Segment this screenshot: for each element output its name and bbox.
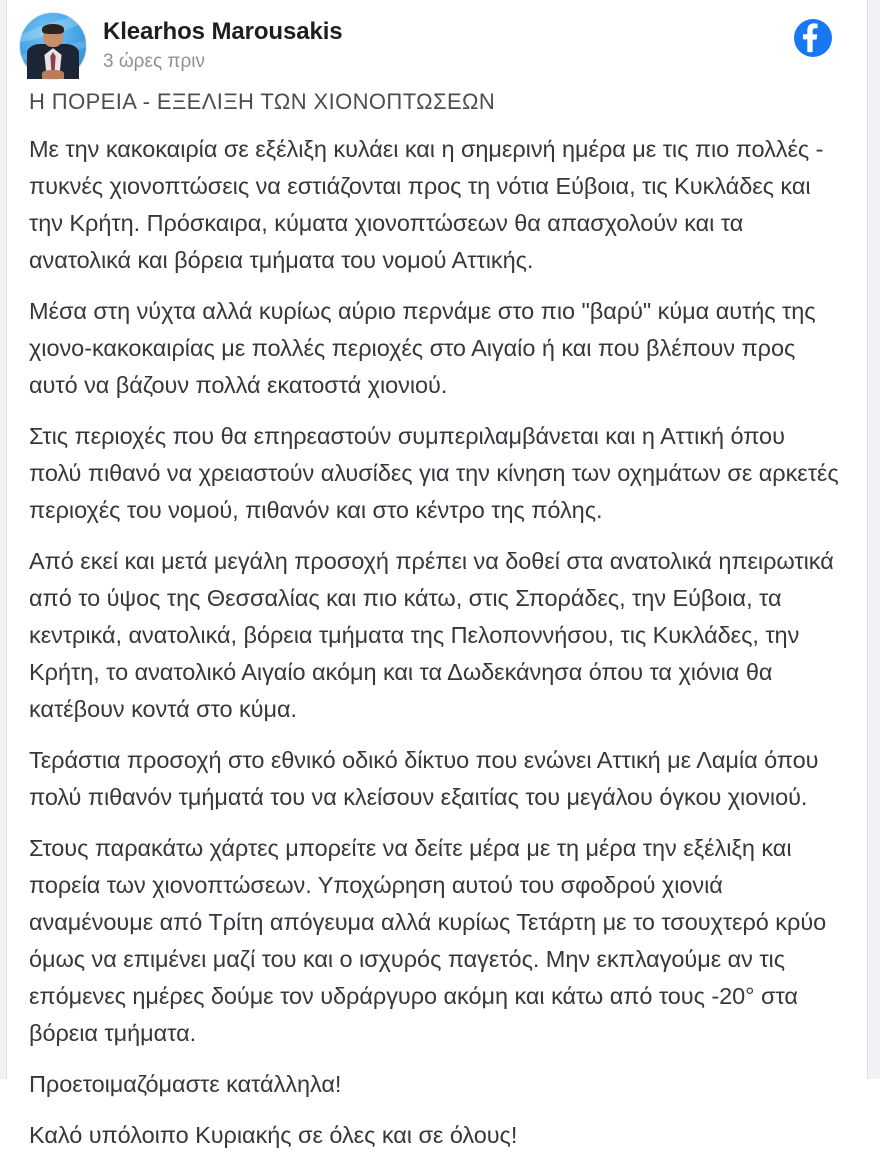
post-paragraph: Στους παρακάτω χάρτες μπορείτε να δείτε μέρα με τη μέρα την εξέλιξη και πορεία των χιονοπτώσεων. Υποχώρηση αυτού του σφοδρού χιονιά αναμένουμε από Τρίτη απόγευμα αλλά κυρίως Τετάρτη με το τσουχτερό κρύο όμως να επιμένει μαζί του και ο ισχυρός παγετός. Μην εκπλαγούμε αν τις επόμενες ημέρες δούμε τον υδράργυρο ακόμη και κάτω από τους -20° στα βόρεια τμήματα. bbox=[29, 834, 827, 1046]
facebook-icon[interactable] bbox=[793, 18, 833, 58]
post-paragraph: Καλό υπόλοιπο Κυριακής σε όλες και σε όλους! bbox=[29, 1121, 518, 1148]
post-header bbox=[7, 0, 867, 78]
avatar[interactable] bbox=[19, 12, 87, 80]
post-timestamp[interactable]: 3 ώρες πριν bbox=[103, 50, 206, 72]
post-author-block bbox=[103, 18, 343, 74]
avatar-hands bbox=[42, 70, 64, 79]
post-paragraph: Τεράστια προσοχή στο εθνικό οδικό δίκτυο που ενώνει Αττική με Λαμία όπου πολύ πιθανόν τμήματά του να κλείσουν εξαιτίας του μεγάλου όγκου χιονιού. bbox=[29, 746, 819, 810]
author-name[interactable]: Klearhos Marousakis bbox=[103, 17, 343, 45]
post-paragraph: Μέσα στη νύχτα αλλά κυρίως αύριο περνάμε στο πιο "βαρύ" κύμα αυτής της χιονο-κακοκαιρίας με πολλές περιοχές στο Αιγαίο ή και που βλέπουν προς αυτό να βάζουν πολλά εκατοστά χιονιού. bbox=[29, 297, 816, 398]
social-post-card bbox=[6, 0, 868, 1148]
post-paragraph: Από εκεί και μετά μεγάλη προσοχή πρέπει να δοθεί στα ανατολικά ηπειρωτικά από το ύψος της Θεσσαλίας και πιο κάτω, στις Σποράδες, την Εύβοια, τα κεντρικά, ανατολικά, βόρεια τμήματα της Πελοποννήσου, τις Κυκλάδες, την Κρήτη, το ανατολικό Αιγαίο ακόμη και τα Δωδεκάνησα όπου τα χιόνια θα κατέβουν κοντά στο κύμα. bbox=[29, 547, 834, 722]
post-paragraph: Στις περιοχές που θα επηρεαστούν συμπεριλαμβάνεται και η Αττική όπου πολύ πιθανό να χρειαστούν αλυσίδες για την κίνηση των οχημάτων σε αρκετές περιοχές του νομού, πιθανόν και στο κέντρο της πόλης. bbox=[29, 422, 839, 523]
post-paragraph: Με την κακοκαιρία σε εξέλιξη κυλάει και η σημερινή ημέρα με τις πιο πολλές - πυκνές χιονοπτώσεις να εστιάζονται προς τη νότια Εύβοια, τις Κυκλάδες και την Κρήτη. Πρόσκαιρα, κύματα χιονοπτώσεων θα απασχολούν και τα ανατολικά και βόρεια τμήματα του νομού Αττικής. bbox=[29, 135, 824, 273]
avatar-hair bbox=[42, 24, 63, 34]
post-body bbox=[7, 78, 867, 1154]
post-paragraph: Προετοιμαζόμαστε κατάλληλα! bbox=[29, 1070, 342, 1097]
post-title: Η ΠΟΡΕΙΑ - ΕΞΕΛΙΞΗ ΤΩΝ ΧΙΟΝΟΠΤΩΣΕΩΝ bbox=[29, 89, 496, 114]
